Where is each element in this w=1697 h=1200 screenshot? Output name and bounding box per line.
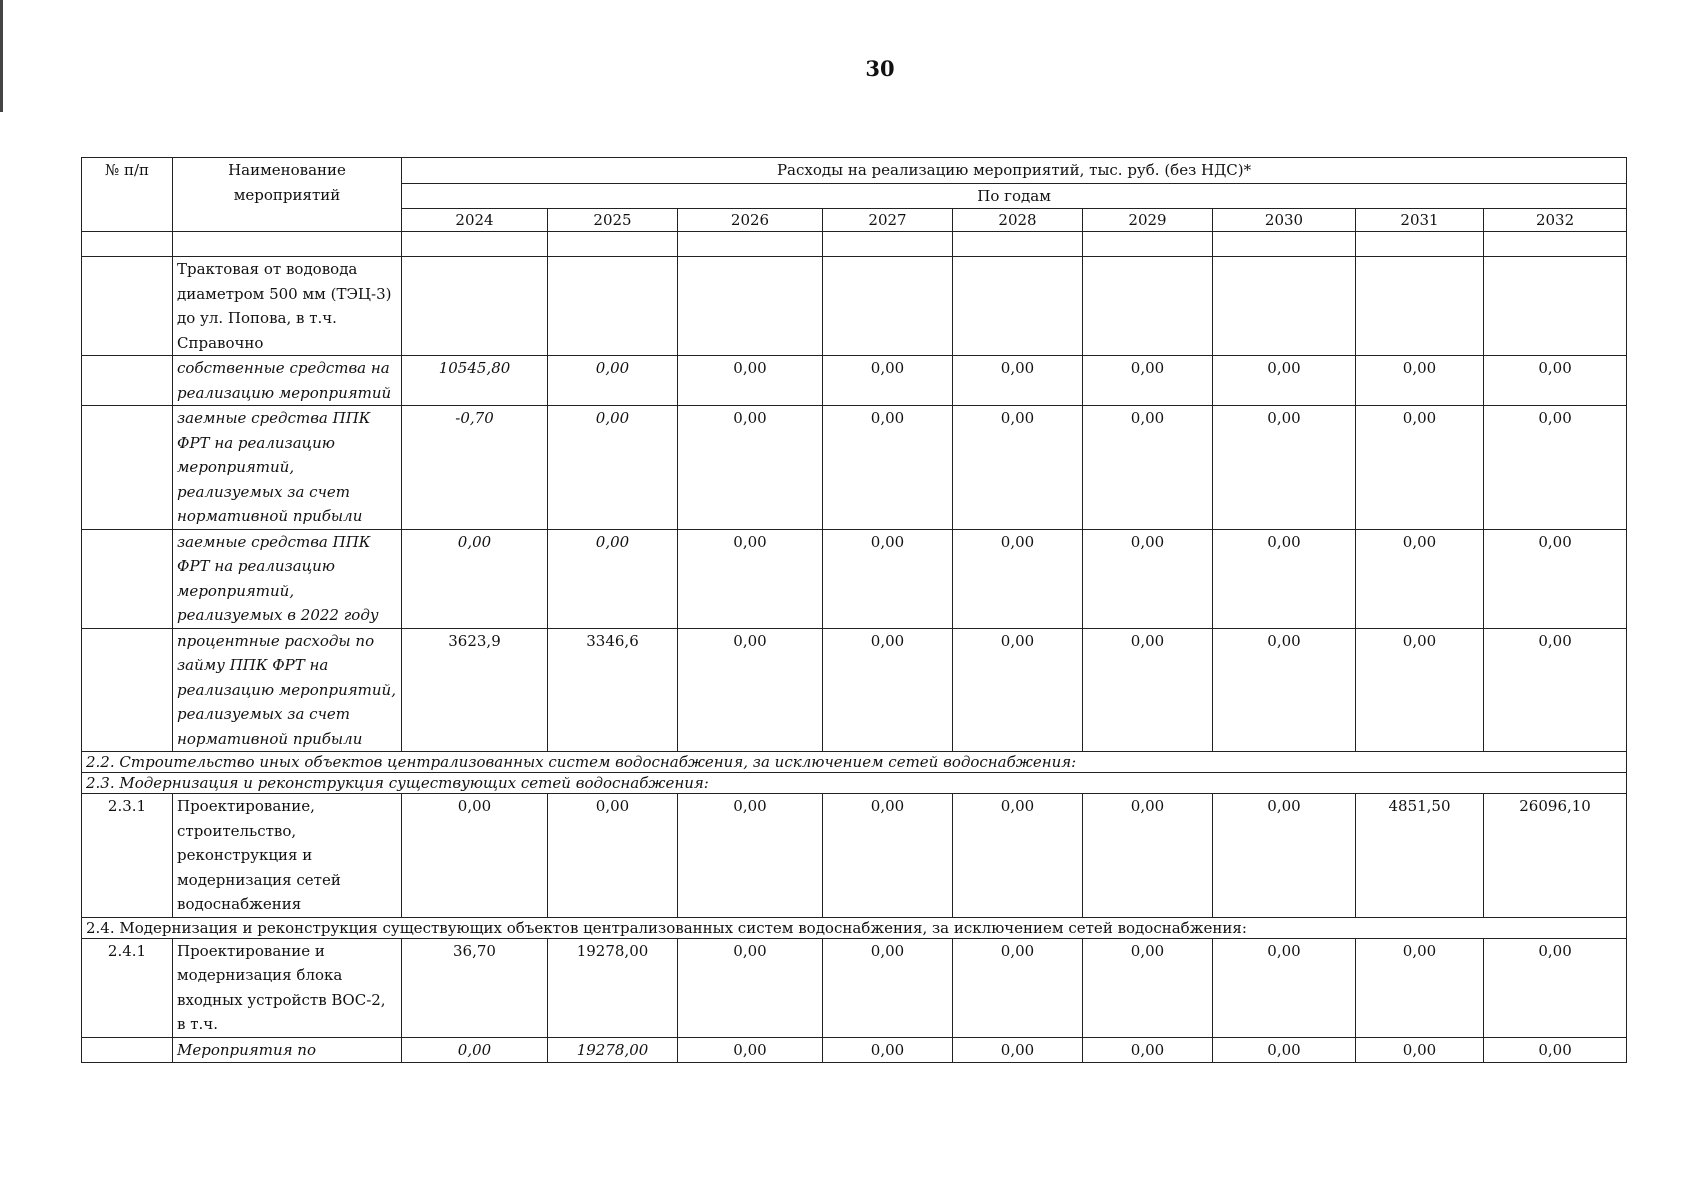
value-cell: 0,00 bbox=[1484, 628, 1627, 752]
item-name: заемные средства ППК ФРТ на реализацию мероприятий, реализуемых в 2022 году bbox=[173, 529, 402, 628]
value-cell: 0,00 bbox=[1356, 356, 1484, 406]
year-header: 2030 bbox=[1213, 209, 1356, 232]
value-cell: 10545,80 bbox=[402, 356, 548, 406]
value-cell: 0,00 bbox=[1484, 356, 1627, 406]
value-cell: 0,00 bbox=[823, 628, 953, 752]
table-body bbox=[82, 257, 1627, 1063]
year-header: 2026 bbox=[678, 209, 823, 232]
value-cell: 0,00 bbox=[548, 406, 678, 530]
value-cell: 0,00 bbox=[953, 628, 1083, 752]
value-cell: 0,00 bbox=[1213, 356, 1356, 406]
table-row bbox=[82, 628, 1627, 752]
value-cell: 0,00 bbox=[953, 1037, 1083, 1063]
value-cell bbox=[1484, 257, 1627, 356]
value-cell: 0,00 bbox=[1356, 1037, 1484, 1063]
table-row bbox=[82, 257, 1627, 356]
value-cell: 0,00 bbox=[402, 1037, 548, 1063]
value-cell: 0,00 bbox=[823, 938, 953, 1037]
value-cell: 0,00 bbox=[823, 794, 953, 918]
value-cell bbox=[823, 257, 953, 356]
value-cell bbox=[953, 257, 1083, 356]
item-name: заемные средства ППК ФРТ на реализацию мероприятий, реализуемых за счет нормативной прибыли bbox=[173, 406, 402, 530]
spacer-cell bbox=[173, 232, 402, 257]
value-cell bbox=[1356, 257, 1484, 356]
year-header: 2027 bbox=[823, 209, 953, 232]
value-cell: 0,00 bbox=[402, 794, 548, 918]
item-number bbox=[82, 1037, 173, 1063]
header-by-years: По годам bbox=[402, 183, 1627, 209]
header-row-1 bbox=[82, 158, 1627, 184]
value-cell: 0,00 bbox=[1484, 406, 1627, 530]
value-cell: 0,00 bbox=[1083, 1037, 1213, 1063]
value-cell: 0,00 bbox=[1213, 1037, 1356, 1063]
value-cell bbox=[402, 257, 548, 356]
spacer-cell bbox=[402, 232, 548, 257]
expenses-table bbox=[81, 157, 1627, 1063]
section-row bbox=[82, 773, 1627, 794]
value-cell: -0,70 bbox=[402, 406, 548, 530]
item-number bbox=[82, 628, 173, 752]
value-cell: 0,00 bbox=[548, 529, 678, 628]
year-header: 2024 bbox=[402, 209, 548, 232]
value-cell: 0,00 bbox=[678, 356, 823, 406]
value-cell: 26096,10 bbox=[1484, 794, 1627, 918]
value-cell: 0,00 bbox=[678, 1037, 823, 1063]
value-cell: 3346,6 bbox=[548, 628, 678, 752]
value-cell: 0,00 bbox=[678, 406, 823, 530]
value-cell: 0,00 bbox=[1083, 938, 1213, 1037]
item-number: 2.4.1 bbox=[82, 938, 173, 1037]
value-cell: 0,00 bbox=[1213, 529, 1356, 628]
value-cell: 19278,00 bbox=[548, 1037, 678, 1063]
value-cell: 0,00 bbox=[1213, 406, 1356, 530]
value-cell: 0,00 bbox=[953, 529, 1083, 628]
table-row bbox=[82, 356, 1627, 406]
value-cell: 0,00 bbox=[1083, 529, 1213, 628]
item-number bbox=[82, 529, 173, 628]
value-cell bbox=[1083, 257, 1213, 356]
value-cell bbox=[1213, 257, 1356, 356]
value-cell: 0,00 bbox=[1356, 628, 1484, 752]
value-cell bbox=[548, 257, 678, 356]
value-cell: 0,00 bbox=[678, 938, 823, 1037]
value-cell: 0,00 bbox=[1213, 938, 1356, 1037]
table-row bbox=[82, 938, 1627, 1037]
value-cell: 0,00 bbox=[402, 529, 548, 628]
item-name: Проектирование и модернизация блока входных устройств ВОС-2, в т.ч. bbox=[173, 938, 402, 1037]
spacer-cell bbox=[823, 232, 953, 257]
value-cell: 0,00 bbox=[1356, 406, 1484, 530]
value-cell bbox=[678, 257, 823, 356]
value-cell: 0,00 bbox=[823, 406, 953, 530]
value-cell: 0,00 bbox=[1484, 1037, 1627, 1063]
value-cell: 0,00 bbox=[823, 1037, 953, 1063]
value-cell: 36,70 bbox=[402, 938, 548, 1037]
table-row bbox=[82, 529, 1627, 628]
header-num-col: № п/п bbox=[82, 158, 173, 232]
value-cell: 0,00 bbox=[953, 406, 1083, 530]
header-name-col: Наименование мероприятий bbox=[173, 158, 402, 232]
value-cell: 19278,00 bbox=[548, 938, 678, 1037]
header-spacer-row bbox=[82, 232, 1627, 257]
value-cell: 0,00 bbox=[1083, 628, 1213, 752]
year-header: 2031 bbox=[1356, 209, 1484, 232]
year-header: 2028 bbox=[953, 209, 1083, 232]
section-heading: 2.4. Модернизация и реконструкция существующих объектов централизованных систем водоснабжения, за исключением сетей водоснабжения: bbox=[82, 917, 1627, 938]
item-name: Проектирование, строительство, реконструкция и модернизация сетей водоснабжения bbox=[173, 794, 402, 918]
item-number: 2.3.1 bbox=[82, 794, 173, 918]
section-heading: 2.2. Строительство иных объектов централизованных систем водоснабжения, за исключением сетей водоснабжения: bbox=[82, 752, 1627, 773]
section-row bbox=[82, 752, 1627, 773]
spacer-cell bbox=[548, 232, 678, 257]
value-cell: 0,00 bbox=[1083, 356, 1213, 406]
value-cell: 0,00 bbox=[678, 628, 823, 752]
value-cell: 0,00 bbox=[678, 794, 823, 918]
value-cell: 0,00 bbox=[953, 356, 1083, 406]
spacer-cell bbox=[678, 232, 823, 257]
value-cell: 0,00 bbox=[1356, 529, 1484, 628]
item-name: процентные расходы по займу ППК ФРТ на реализацию мероприятий, реализуемых за счет нормативной прибыли bbox=[173, 628, 402, 752]
value-cell: 0,00 bbox=[1213, 794, 1356, 918]
value-cell: 0,00 bbox=[953, 794, 1083, 918]
table-row bbox=[82, 794, 1627, 918]
spacer-cell bbox=[1083, 232, 1213, 257]
value-cell: 0,00 bbox=[548, 794, 678, 918]
spacer-cell bbox=[1356, 232, 1484, 257]
section-row bbox=[82, 917, 1627, 938]
value-cell: 0,00 bbox=[1213, 628, 1356, 752]
item-number bbox=[82, 257, 173, 356]
value-cell: 0,00 bbox=[953, 938, 1083, 1037]
spacer-cell bbox=[1484, 232, 1627, 257]
item-name: Мероприятия по bbox=[173, 1037, 402, 1063]
value-cell: 0,00 bbox=[548, 356, 678, 406]
table-row bbox=[82, 406, 1627, 530]
item-number bbox=[82, 406, 173, 530]
year-header: 2029 bbox=[1083, 209, 1213, 232]
value-cell: 0,00 bbox=[1484, 529, 1627, 628]
value-cell: 0,00 bbox=[1484, 938, 1627, 1037]
spacer-cell bbox=[1213, 232, 1356, 257]
section-heading: 2.3. Модернизация и реконструкция существующих сетей водоснабжения: bbox=[82, 773, 1627, 794]
page-number: 30 bbox=[865, 56, 895, 81]
value-cell: 0,00 bbox=[823, 529, 953, 628]
spacer-cell bbox=[953, 232, 1083, 257]
header-expenses: Расходы на реализацию мероприятий, тыс. руб. (без НДС)* bbox=[402, 158, 1627, 184]
value-cell: 0,00 bbox=[1083, 794, 1213, 918]
year-header: 2032 bbox=[1484, 209, 1627, 232]
item-number bbox=[82, 356, 173, 406]
spacer-cell bbox=[82, 232, 173, 257]
value-cell: 3623,9 bbox=[402, 628, 548, 752]
value-cell: 0,00 bbox=[823, 356, 953, 406]
value-cell: 4851,50 bbox=[1356, 794, 1484, 918]
item-name: Трактовая от водовода диаметром 500 мм (ТЭЦ-3) до ул. Попова, в т.ч. Справочно bbox=[173, 257, 402, 356]
item-name: собственные средства на реализацию мероприятий bbox=[173, 356, 402, 406]
year-header: 2025 bbox=[548, 209, 678, 232]
table-row bbox=[82, 1037, 1627, 1063]
value-cell: 0,00 bbox=[1083, 406, 1213, 530]
value-cell: 0,00 bbox=[678, 529, 823, 628]
value-cell: 0,00 bbox=[1356, 938, 1484, 1037]
